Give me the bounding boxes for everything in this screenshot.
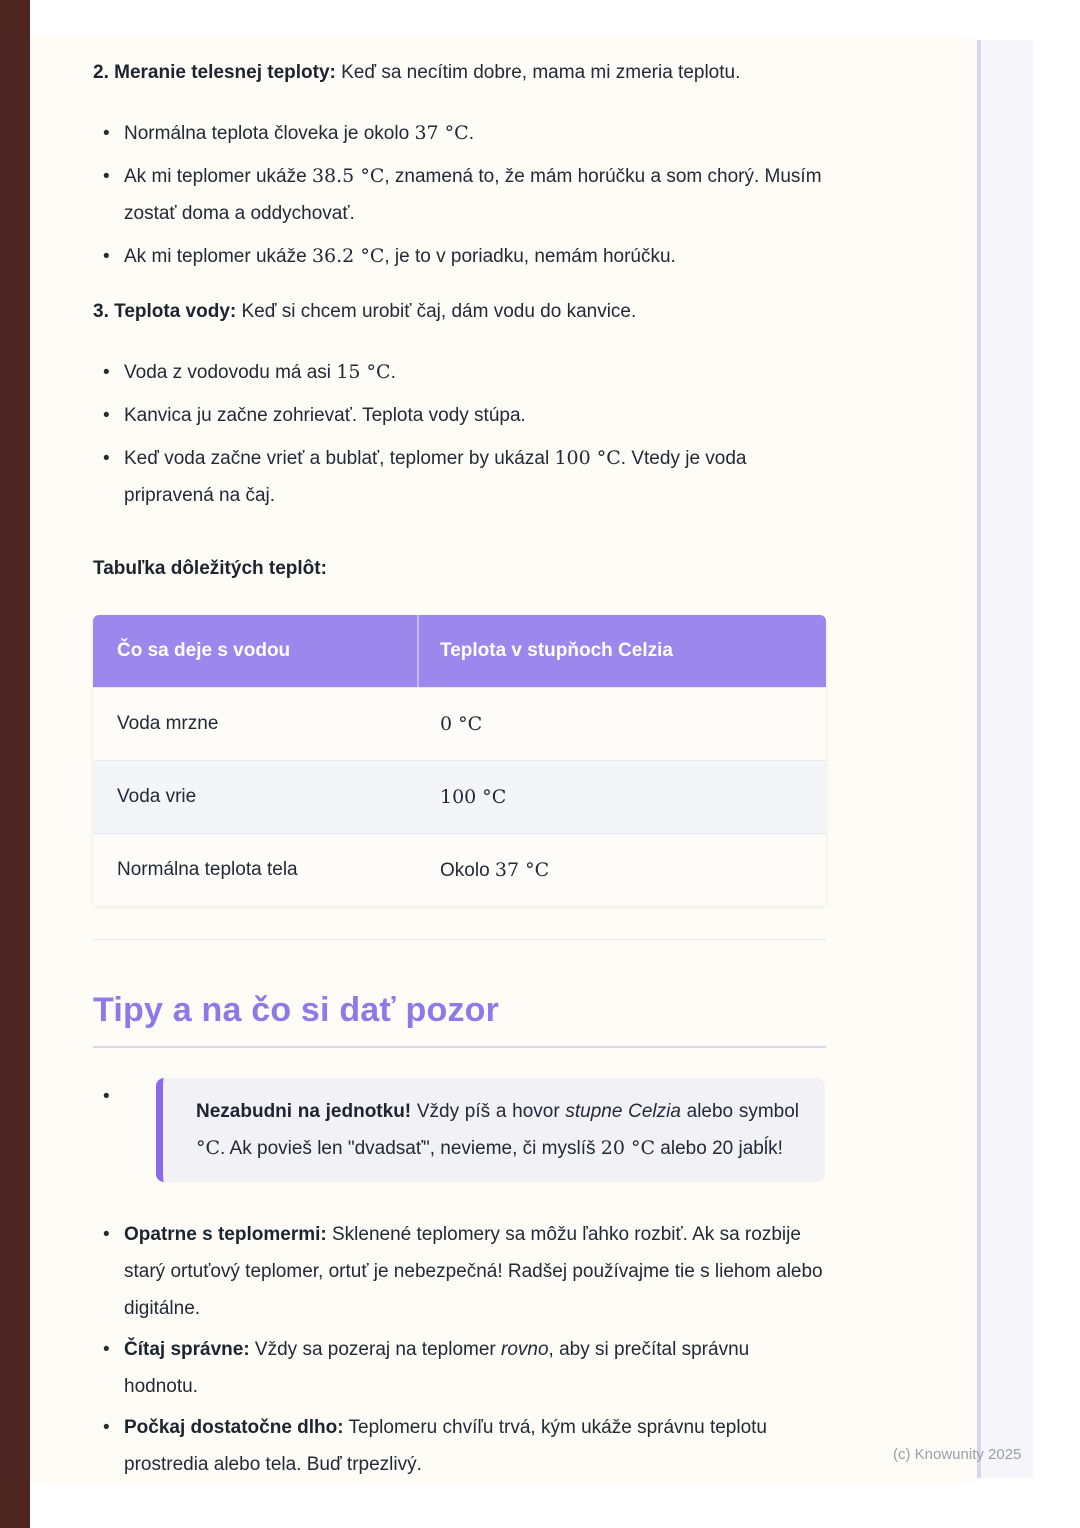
table-header-row <box>93 615 826 687</box>
document-page <box>30 36 977 1484</box>
list-item <box>124 1078 826 1182</box>
tips-section-title: Tipy a na čo si dať pozor <box>93 988 826 1048</box>
table-cell: Normálna teplota tela <box>117 859 298 880</box>
table-caption: Tabuľka dôležitých teplôt: <box>93 558 327 579</box>
table-cell: Voda mrzne <box>117 713 219 734</box>
temperature-table <box>93 615 826 906</box>
list-item: • Ak mi teplomer ukáže 38.5 °C, znamená to, že mám horúčku a som chorý. Musím zostať doma a oddychovať. <box>124 158 826 232</box>
list-item: • Kanvica ju začne zohrievať. Teplota vody stúpa. <box>124 397 826 434</box>
section-water-temp-intro: 3. Teplota vody: Keď si chcem urobiť čaj, dám vodu do kanvice. <box>93 301 637 322</box>
table-header-cell: Teplota v stupňoch Celzia <box>440 640 673 661</box>
body-temp-bullet-list <box>93 115 826 275</box>
table-row <box>93 687 826 760</box>
section-body-temp-intro: 2. Meranie telesnej teploty: Keď sa necítim dobre, mama mi zmeria teplotu. <box>93 62 741 83</box>
table-cell: Okolo 37 °C <box>440 859 550 881</box>
section-divider <box>93 939 826 940</box>
list-item: • Normálna teplota človeka je okolo 37 °C. <box>124 115 826 152</box>
list-item: • Čítaj správne: Vždy sa pozeraj na teplomer rovno, aby si prečítal správnu hodnotu. <box>124 1331 826 1405</box>
water-temp-bullet-list <box>93 354 826 514</box>
table-header-cell: Čo sa deje s vodou <box>93 615 419 687</box>
page-spine-strip <box>0 0 30 1528</box>
list-item: • Počkaj dostatočne dlho: Teplomeru chvíľu trvá, kým ukáže správnu teplotu prostredia alebo tela. Buď trpezlivý. <box>124 1409 826 1483</box>
table-cell: 0 °C <box>440 713 483 735</box>
unit-reminder-callout: • Nezabudni na jednotku! Vždy píš a hovor stupne Celzia alebo symbol °C. Ak povieš len "dvadsať", nevieme, či myslíš 20 °C alebo 20 jabĺk! <box>156 1078 825 1182</box>
table-cell: 100 °C <box>440 786 507 808</box>
list-item: • Keď voda začne vrieť a bublať, teplomer by ukázal 100 °C. Vtedy je voda pripravená na čaj. <box>124 440 826 514</box>
tips-bullet-list <box>93 1078 826 1483</box>
table-row <box>93 760 826 833</box>
copyright-watermark: (c) Knowunity 2025 <box>893 1446 1022 1463</box>
list-item: • Ak mi teplomer ukáže 36.2 °C, je to v poriadku, nemám horúčku. <box>124 238 826 275</box>
table-row <box>93 833 826 906</box>
table-cell: Voda vrie <box>117 786 197 807</box>
next-page-edge <box>981 40 1033 1478</box>
list-item: • Voda z vodovodu má asi 15 °C. <box>124 354 826 391</box>
list-item: • Opatrne s teplomermi: Sklenené teplomery sa môžu ľahko rozbiť. Ak sa rozbije starý ortuťový teplomer, ortuť je nebezpečná! Radšej používajme tie s liehom alebo digitálne. <box>124 1216 826 1327</box>
